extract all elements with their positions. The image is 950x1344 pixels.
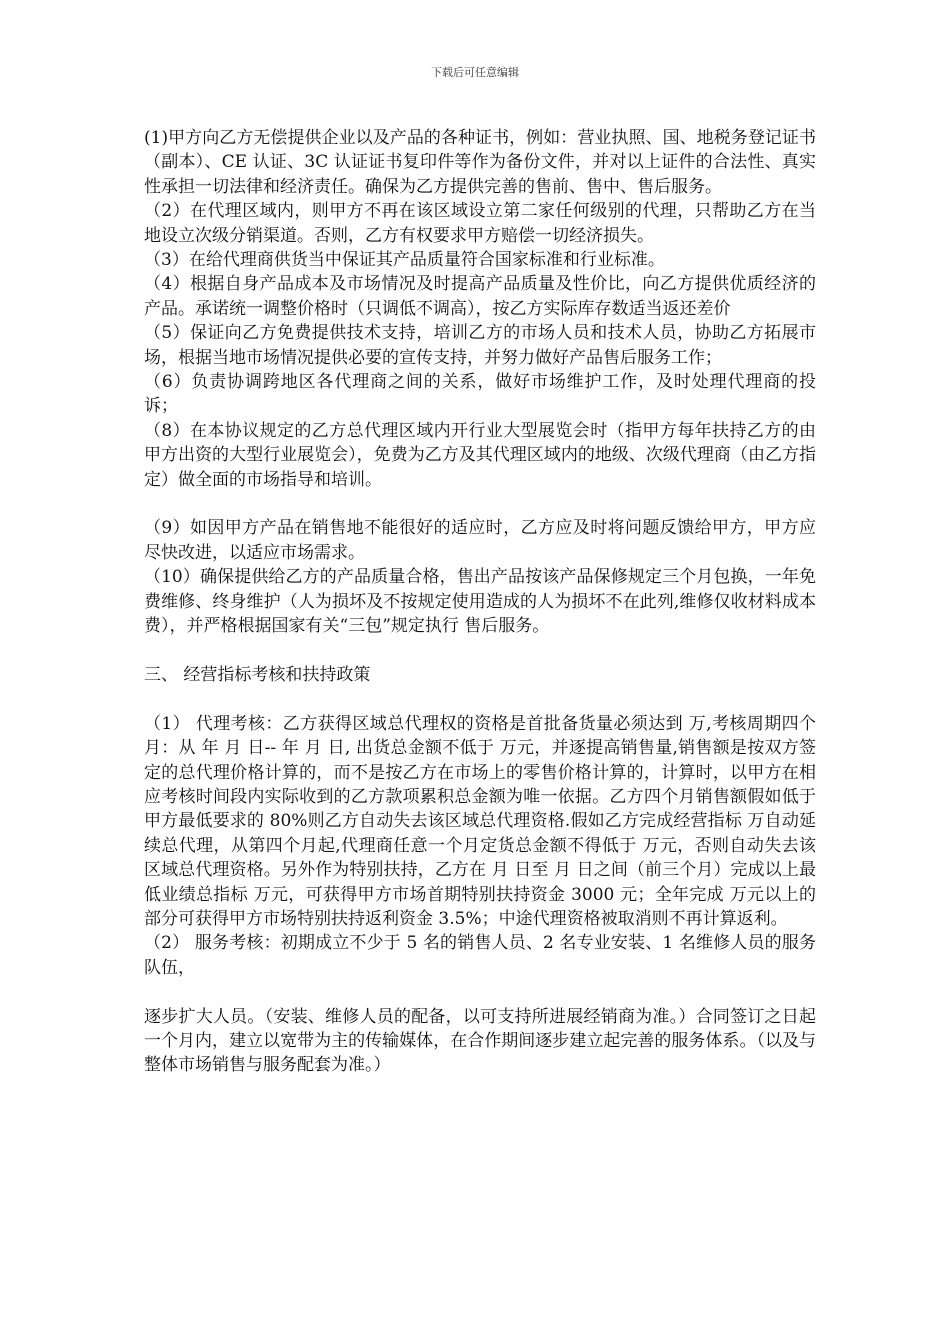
page-header-note: 下载后可任意编辑 — [431, 66, 519, 79]
clause-5: （5）保证向乙方免费提供技术支持，培训乙方的市场人员和技术人员，协助乙方拓展市场，根据当地市场情况提供必要的宣传支持，并努力做好产品售后服务工作； — [144, 323, 816, 368]
section-heading: 三、 经营指标考核和扶持政策 — [144, 664, 371, 685]
clause-9: （9）如因甲方产品在销售地不能很好的适应时，乙方应及时将问题反馈给甲方，甲方应尽快改进，以适应市场需求。 — [144, 518, 816, 563]
blank-line — [144, 639, 816, 663]
blank-line — [144, 687, 816, 711]
assessment-2-continued: 逐步扩大人员。（安装、维修人员的配备，以可支持所进展经销商为准。）合同签订之日起一个月内，建立以宽带为主的传输媒体，在合作期间逐步建立起完善的服务体系。（以及与整体市场销售与服务配套为准。） — [144, 1006, 816, 1076]
clause-4: （4）根据自身产品成本及市场情况及时提高产品质量及性价比，向乙方提供优质经济的产品。承诺统一调整价格时（只调低不调高），按乙方实际库存数适当返还差价 — [144, 274, 816, 319]
clause-2: （2）在代理区域内，则甲方不再在该区域设立第二家任何级别的代理，只帮助乙方在当地设立次级分销渠道。否则，乙方有权要求甲方赔偿一切经济损失。 — [144, 201, 816, 246]
clause-1: (1)甲方向乙方无偿提供企业以及产品的各种证书，例如：营业执照、国、地税务登记证书（副本）、CE 认证、3C 认证证书复印件等作为备份文件，并对以上证件的合法性、真实性承担一切法律和经济责任。确保为乙方提供完善的售前、售中、售后服务。 — [144, 128, 816, 197]
clause-10: （10）确保提供给乙方的产品质量合格，售出产品按该产品保修规定三个月包换，一年免费维修、终身维护（人为损坏及不按规定使用造成的人为损坏不在此列,维修仅收材料成本费），并严格根据国家有关“三包”规定执行 售后服务。 — [144, 567, 816, 637]
assessment-2: （2） 服务考核：初期成立不少于 5 名的销售人员、2 名专业安装、1 名维修人员的服务队伍， — [144, 933, 816, 978]
blank-line — [144, 492, 816, 516]
blank-line — [144, 980, 816, 1004]
document-body — [144, 126, 816, 1078]
assessment-1: （1） 代理考核：乙方获得区域总代理权的资格是首批备货量必须达到 万,考核周期四个月：从 年 月 日-- 年 月 日, 出货总金额不低于 万元，并逐提高销售量,销售额是按双方签定的总代理价格计算的，而不是按乙方在市场上的零售价格计算的，计算时，以甲方在相应考核时间段内实际收到的乙方款项累积总金额为唯一依据。乙方四个月销售额假如低于甲方最低要求的 80%则乙方自动失去该区域总代理资格.假如乙方完成经营指标 万自动延续总代理，从第四个月起,代理商任意一个月定货总金额不得低于 万元，否则自动失去该区域总代理资格。另外作为特别扶持，乙方在 月 日至 月 日之间（前三个月）完成以上最低业绩总指标 万元，可获得甲方市场首期特别扶持资金 3000 元；全年完成 万元以上的部分可获得甲方市场特别扶持返利资金 3.5%；中途代理资格被取消则不再计算返利。 — [144, 713, 816, 929]
clause-8: （8）在本协议规定的乙方总代理区域内开行业大型展览会时（指甲方每年扶持乙方的由甲方出资的大型行业展览会），免费为乙方及其代理区域内的地级、次级代理商（由乙方指定）做全面的市场指导和培训。 — [144, 420, 816, 490]
clause-6: （6）负责协调跨地区各代理商之间的关系，做好市场维护工作，及时处理代理商的投诉； — [144, 372, 816, 417]
clause-3: （3）在给代理商供货当中保证其产品质量符合国家标准和行业标准。 — [144, 250, 665, 271]
